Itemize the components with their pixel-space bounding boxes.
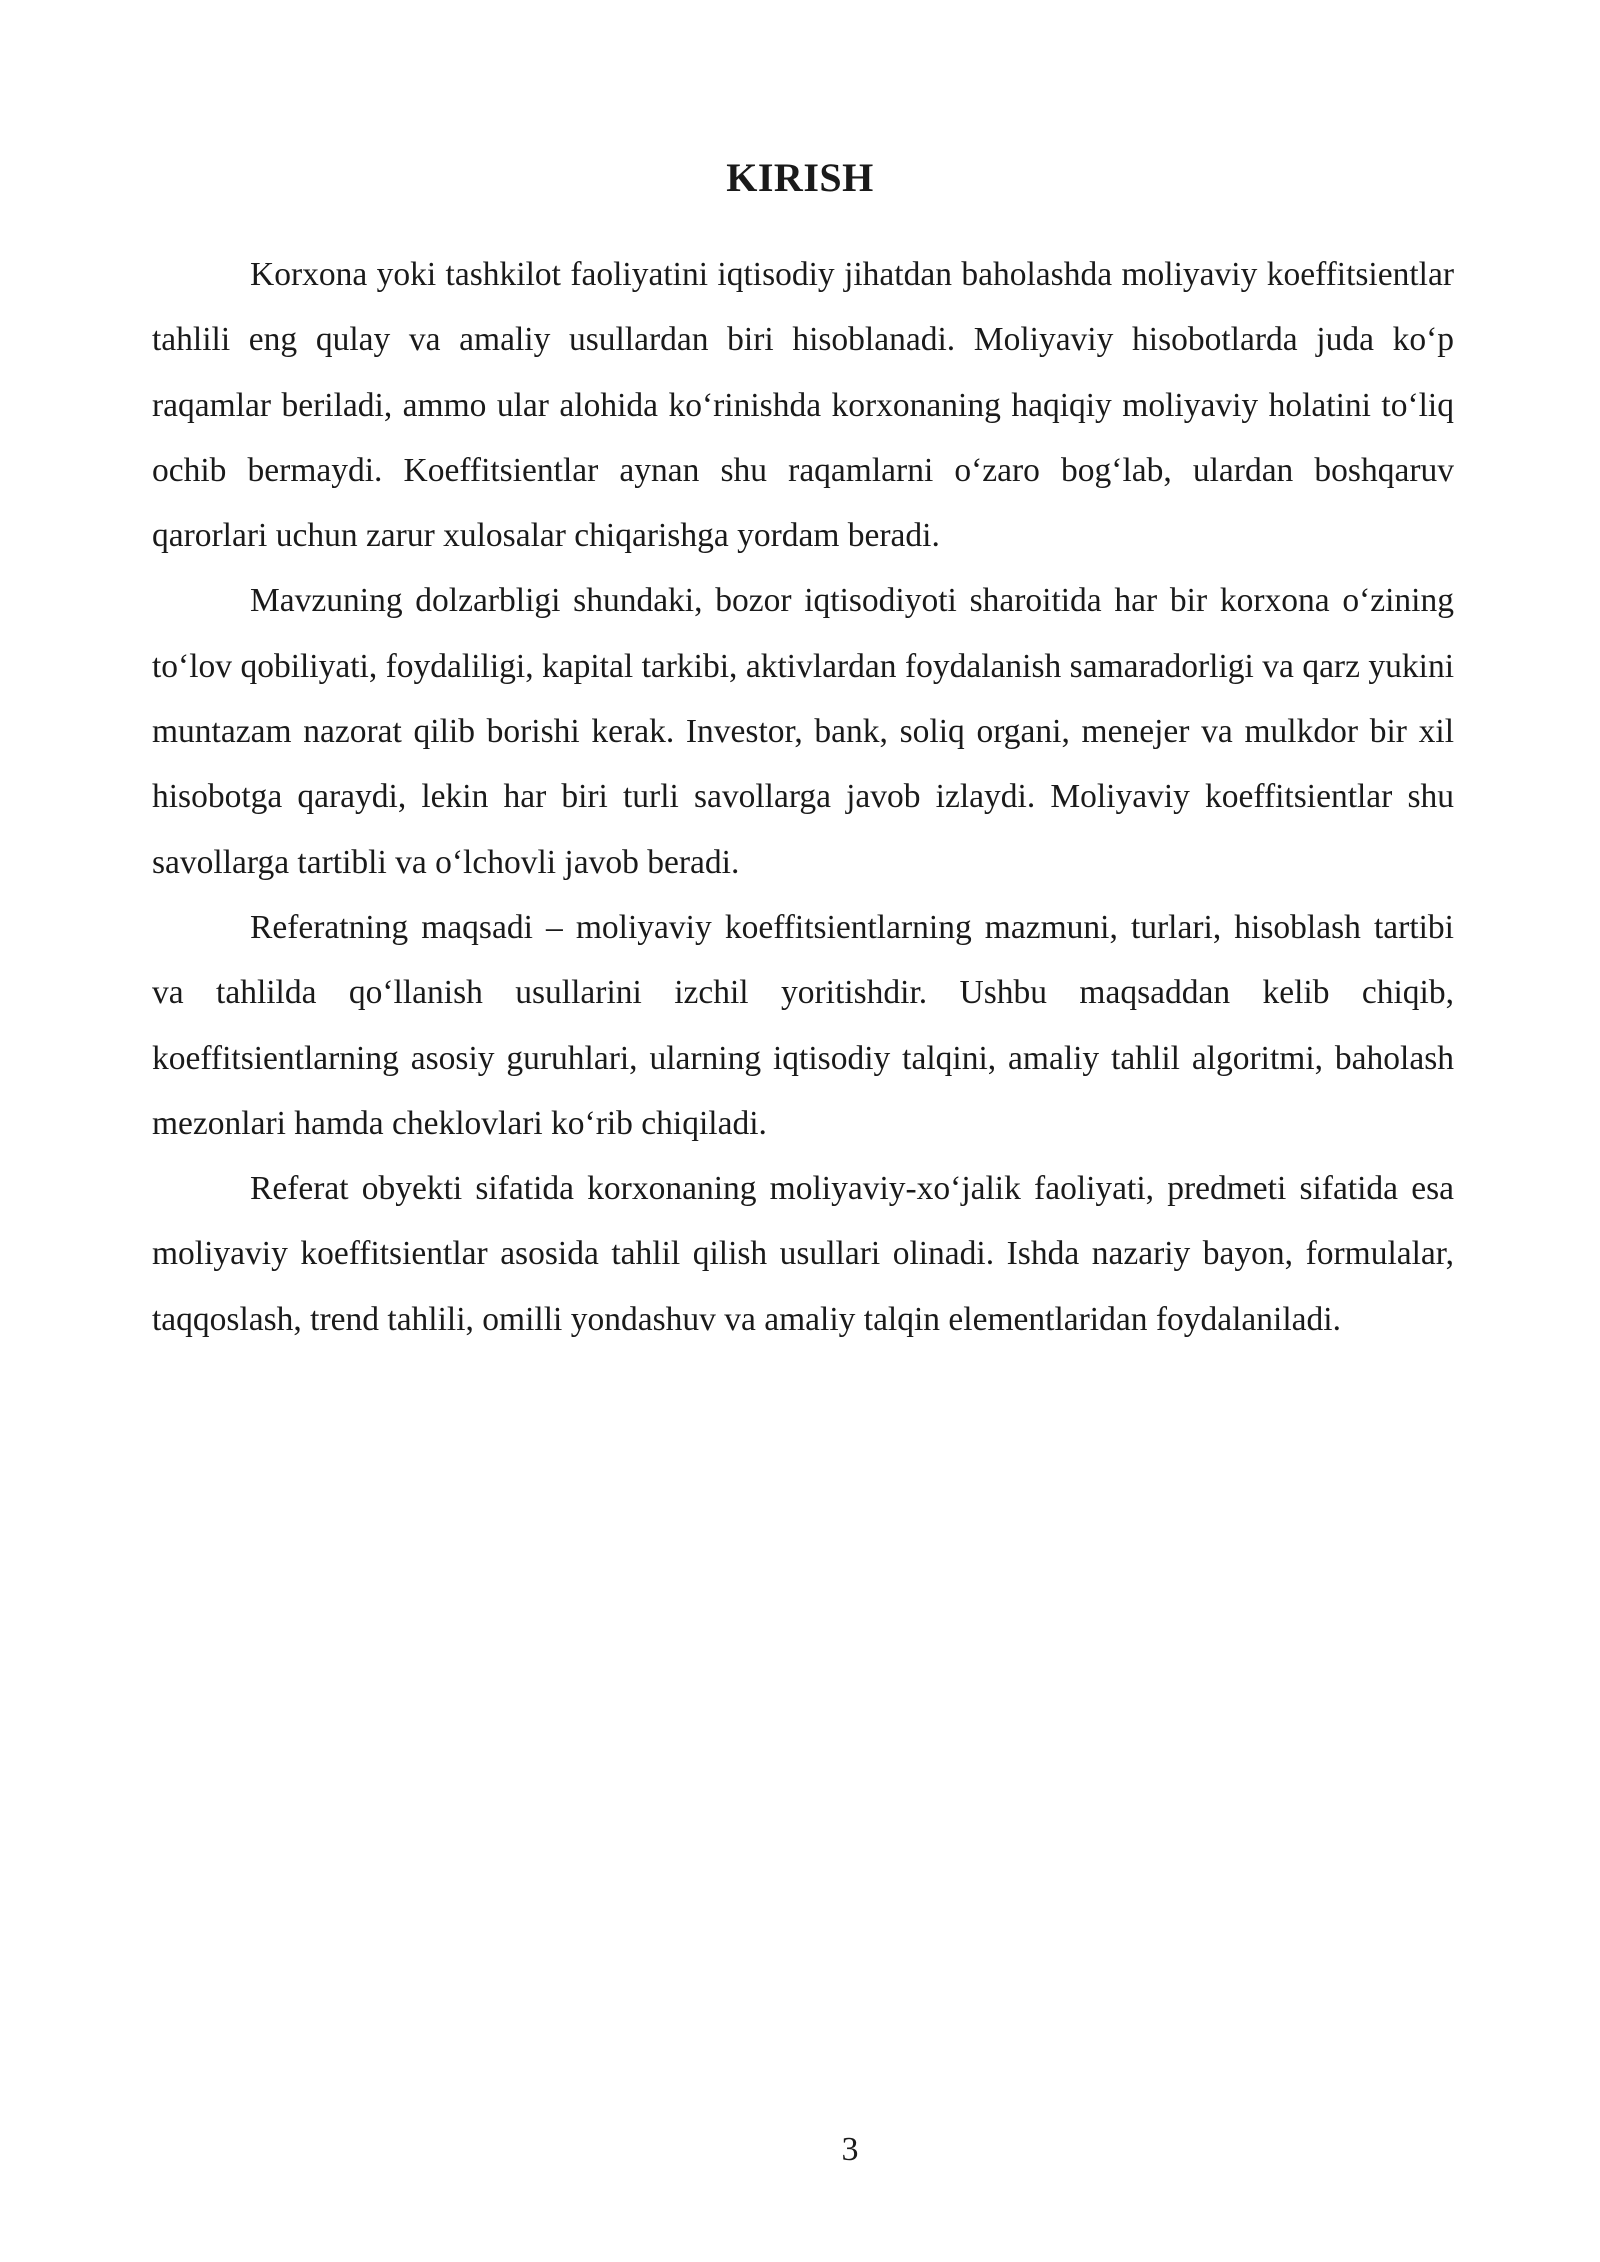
paragraph-introduction: Korxona yoki tashkilot faoliyatini iqtisodiy jihatdan baholashda moliyaviy koeffitsientlar tahlili eng qulay va amaliy usullardan biri hisoblanadi. Moliyaviy hisobotlarda juda ko‘p raqamlar beriladi, ammo ular alohida ko‘rinishda korxonaning haqiqiy moliyaviy holatini to‘liq ochib bermaydi. Koeffitsientlar aynan shu raqamlarni o‘zaro bog‘lab, ulardan boshqaruv qarorlari uchun zarur xulosalar chiqarishga yordam beradi. — [152, 256, 1454, 555]
section-heading: KIRISH — [726, 155, 874, 200]
body-text — [152, 242, 1454, 1352]
paragraph-goal: Referatning maqsadi – moliyaviy koeffitsientlarning mazmuni, turlari, hisoblash tartibi va tahlilda qo‘llanish usullarini izchil yoritishdir. Ushbu maqsaddan kelib chiqib, koeffitsientlarning asosiy guruhlari, ularning iqtisodiy talqini, amaliy tahlil algoritmi, baholash mezonlari hamda cheklovlari ko‘rib chiqiladi. — [152, 908, 1454, 1142]
paragraph-relevance: Mavzuning dolzarbligi shundaki, bozor iqtisodiyoti sharoitida har bir korxona o‘zining to‘lov qobiliyati, foydaliligi, kapital tarkibi, aktivlardan foydalanish samaradorligi va qarz yukini muntazam nazorat qilib borishi kerak. Investor, bank, soliq organi, menejer va mulkdor bir xil hisobotga qaraydi, lekin har biri turli savollarga javob izlaydi. Moliyaviy koeffitsientlar shu savollarga tartibli va o‘lchovli javob beradi. — [152, 582, 1454, 881]
page-number: 3 — [841, 2131, 859, 2168]
paragraph-object-subject: Referat obyekti sifatida korxonaning moliyaviy-xo‘jalik faoliyati, predmeti sifatida esa moliyaviy koeffitsientlar asosida tahlil qilish usullari olinadi. Ishda nazariy bayon, formulalar, taqqoslash, trend tahlili, omilli yondashuv va amaliy talqin elementlaridan foydalaniladi. — [152, 1170, 1454, 1338]
